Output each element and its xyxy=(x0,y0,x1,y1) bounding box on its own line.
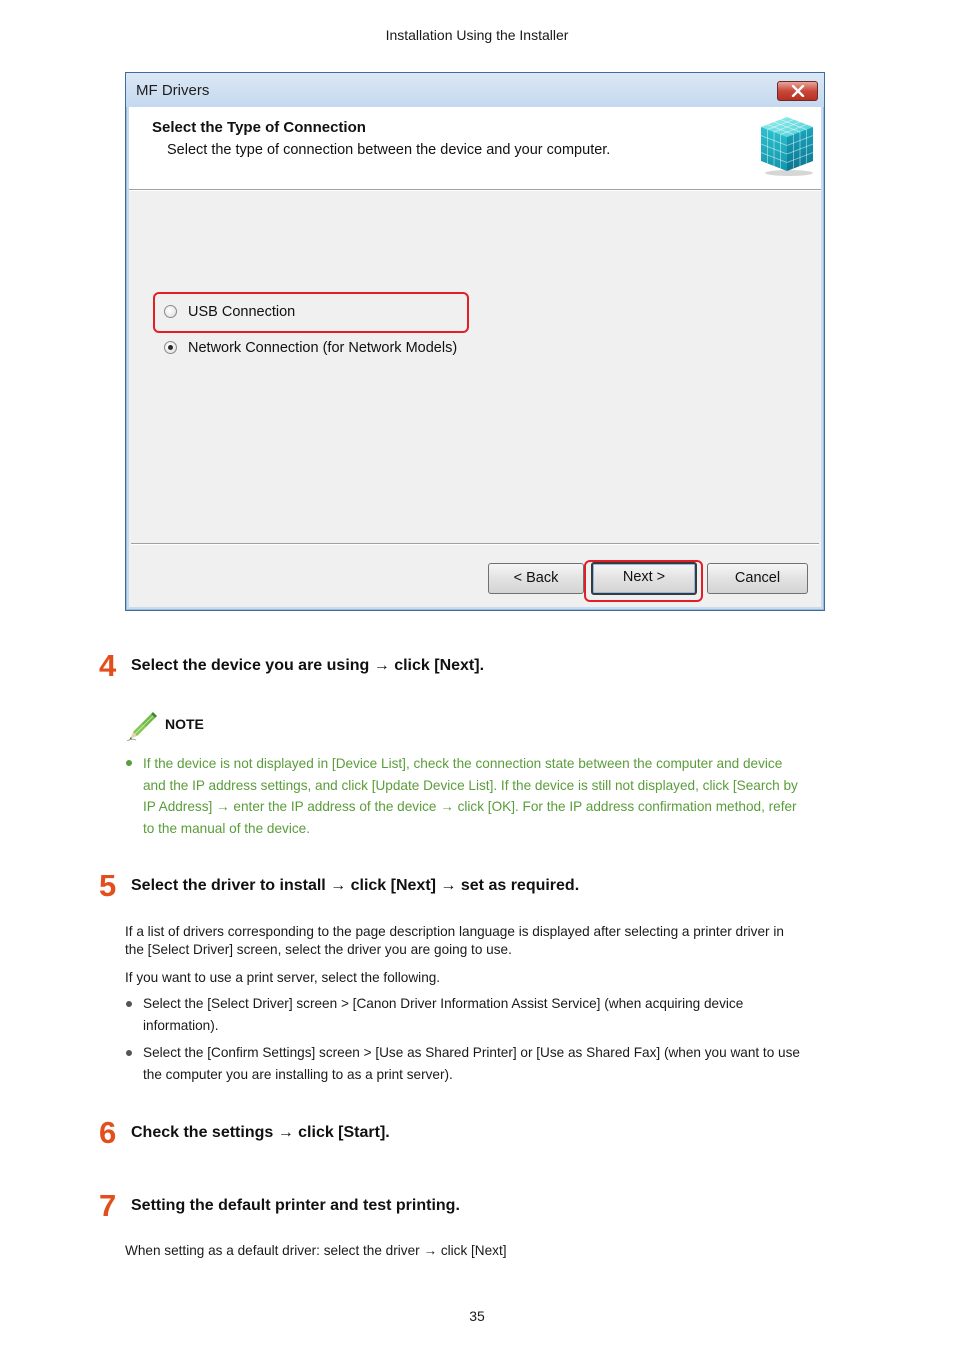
dialog-heading: Select the Type of Connection xyxy=(152,119,366,136)
usb-connection-label: USB Connection xyxy=(188,304,296,320)
dialog-client-area xyxy=(129,107,821,607)
list-item-line: information). xyxy=(143,1018,219,1033)
list-bullet xyxy=(126,1050,132,1056)
page-header: Installation Using the Installer xyxy=(385,27,569,43)
list-item-line: Select the [Select Driver] screen > [Canon Driver Information Assist Service] (when acquiring device xyxy=(143,996,744,1011)
step-number: 4 xyxy=(99,648,117,683)
close-button[interactable] xyxy=(777,81,818,101)
step-title: Select the driver to install → click [Next] → set as required. xyxy=(131,877,580,894)
note-line: IP Address] → enter the IP address of the device → click [OK]. For the IP address confirmation method, refer xyxy=(143,799,797,814)
dialog-header xyxy=(129,107,821,190)
step-number: 6 xyxy=(99,1115,117,1150)
page-number: 35 xyxy=(469,1308,485,1324)
body-text-line: When setting as a default driver: select the driver → click [Next] xyxy=(125,1243,507,1258)
highlight-next-button xyxy=(584,560,703,602)
step-title: Setting the default printer and test printing. xyxy=(131,1197,460,1214)
mf-drivers-dialog xyxy=(125,72,825,611)
highlight-network-option xyxy=(153,292,469,333)
body-text-line: If you want to use a print server, select the following. xyxy=(125,970,441,985)
note-line: If the device is not displayed in [Device List], check the connection state between the computer and device xyxy=(143,756,783,771)
list-item-line: Select the [Confirm Settings] screen > [Use as Shared Printer] or [Use as Shared Fax] (when you want to use xyxy=(143,1045,800,1060)
step-number: 7 xyxy=(99,1188,117,1223)
step-title: Check the settings → click [Start]. xyxy=(131,1124,390,1141)
note-line: and the IP address settings, and click [Update Device List]. If the device is still not displayed, click [Search by xyxy=(143,778,798,793)
network-radio-button[interactable] xyxy=(164,341,177,354)
pencil-icon xyxy=(124,707,158,741)
step-title: Select the device you are using → click [Next]. xyxy=(131,657,485,674)
title-bar[interactable] xyxy=(126,73,824,107)
list-item-line: the computer you are installing to as a print server). xyxy=(143,1067,453,1082)
mf-drivers-cube-icon xyxy=(757,115,817,177)
button-separator xyxy=(131,543,819,545)
note-line: to the manual of the device. xyxy=(143,821,311,836)
close-icon xyxy=(791,85,805,97)
note-label: NOTE xyxy=(165,716,204,732)
step-number: 5 xyxy=(99,868,117,903)
body-text-line: the [Select Driver] screen, select the driver you are going to use. xyxy=(125,942,512,957)
cancel-button[interactable]: Cancel xyxy=(707,563,808,594)
note-bullet xyxy=(126,760,132,766)
next-button[interactable]: Next > xyxy=(591,562,697,595)
back-button[interactable]: < Back xyxy=(488,563,584,594)
dialog-subheading: Select the type of connection between the device and your computer. xyxy=(167,142,611,158)
list-bullet xyxy=(126,1001,132,1007)
option-network-connection[interactable] xyxy=(164,338,464,360)
network-connection-label: Network Connection (for Network Models) xyxy=(188,340,458,356)
window-title: MF Drivers xyxy=(136,82,210,99)
body-text-line: If a list of drivers corresponding to the page description language is displayed after selecting a printer driver in xyxy=(125,924,784,939)
